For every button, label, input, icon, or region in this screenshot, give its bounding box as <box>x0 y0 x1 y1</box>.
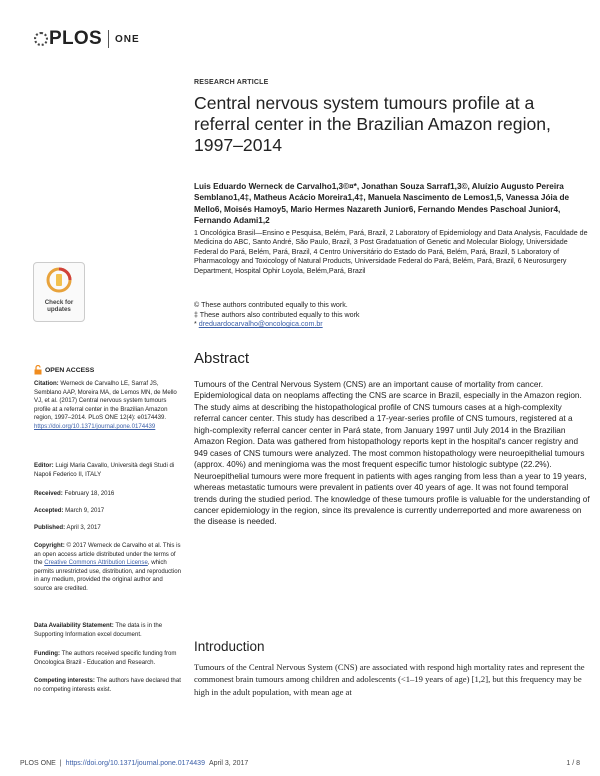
article-type: RESEARCH ARTICLE <box>194 79 269 86</box>
citation-text: Werneck de Carvalho LE, Sarraf JS, Semblano AAP, Moreira MA, de Lemos MN, de Mello VJ, et al. (2017) Central nervous system tumours profile at a referral center in the Brazilian Amazon region, 1997–2014. PLoS ONE 12(4): e0174439. <box>34 380 177 422</box>
accepted-label: Accepted: <box>34 507 64 514</box>
check-for-updates-badge[interactable] <box>33 262 85 322</box>
logo-journal: ONE <box>114 33 140 45</box>
article-title: Central nervous system tumours profile at a referral center in the Brazilian Amazon region, 1997–2014 <box>194 93 551 155</box>
plos-logo-mark <box>34 28 102 50</box>
accepted-date: March 9, 2017 <box>65 507 105 514</box>
editor-label: Editor: <box>34 462 54 469</box>
published-date: April 3, 2017 <box>66 524 101 531</box>
citation-label: Citation: <box>34 380 59 387</box>
affiliations: 1 Oncológica Brasil—Ensino e Pesquisa, Belém, Pará, Brazil, 2 Laboratory of Epidemiology and Data Analysis, Faculdade de Medicina do ABC, Santo André, São Paulo, Brazil, 3 Post Gradatuation of Genetic and Molecular Biology, Universidade Federal do Pará, Belém, Pará, Brazil, 4 Centro Universitário do Estado do Pará, Belém, Pará, Brazil, 5 Laboratory of Pharmacology and Toxicology of Natural Products, Universidade Federal do Pará, Belém, Pará, Brazil, 6 Neurosurgery Department, Hospital Ophir Loyola, Belém,Pará, Brazil <box>194 229 588 275</box>
funding-label: Funding: <box>34 650 61 657</box>
footer-date: April 3, 2017 <box>208 760 249 767</box>
open-lock-icon <box>34 365 42 375</box>
received-label: Received: <box>34 490 63 497</box>
published-label: Published: <box>34 524 66 531</box>
open-access-text: OPEN ACCESS <box>45 366 95 374</box>
published-line <box>34 524 182 533</box>
author-list: Luis Eduardo Werneck de Carvalho1,3©¤*, Jonathan Souza Sarraf1,3©, Aluízio Augusto Pereira Semblano1,4‡, Matheus Acácio Moreira1,4‡, Manuela Nascimento de Lemos1,5, Vanessa Jóia de Mello6, Moisés Hamoy5, Mario Hermes Nazareth Junior6, Fernando Mendes Paschoal Junior4, Fernando Adami1,2 <box>194 182 570 225</box>
copyright-label: Copyright: <box>34 542 65 549</box>
abstract-heading: Abstract <box>194 350 250 367</box>
copyright-text-start: © 2017 Werneck de Carvalho et al. This is an open access article distributed under the terms of the <box>34 542 181 567</box>
check-for-updates-icon <box>46 267 72 293</box>
data-availability-label: Data Availability Statement: <box>34 622 114 629</box>
also-equal-contribution-note: ‡ These authors also contributed equally to this work <box>194 310 360 319</box>
citation-doi-link[interactable]: https://doi.org/10.1371/journal.pone.0174439 <box>34 422 156 430</box>
footer-doi-link[interactable]: https://doi.org/10.1371/journal.pone.0174439 <box>65 760 205 767</box>
footer-separator: | <box>59 760 62 767</box>
creative-commons-link[interactable]: Creative Commons Attribution License <box>44 559 148 567</box>
copyright-text-end: , which permits unrestricted use, distribution, and reproduction in any medium, provided the original author and source are credited. <box>34 559 182 592</box>
funding-text: The authors received specific funding from Oncologica Brazil - Education and Research. <box>34 650 177 666</box>
introduction-text: Tumours of the Central Nervous System (CNS) are associated with respond high mortality rates and represent the commonest brain tumours among children and adolescents (<1–19 years of age) [1,2], but this frequency may be high in the adult population, with mean age at <box>194 662 585 697</box>
author-notes <box>194 301 589 330</box>
logo-divider <box>108 30 109 48</box>
copyright-block <box>34 542 182 594</box>
footer-journal: PLOS ONE <box>20 760 56 767</box>
page-footer <box>20 760 580 767</box>
open-access-label <box>34 365 94 375</box>
competing-interests-label: Competing interests: <box>34 677 95 684</box>
funding-block <box>34 650 182 667</box>
received-line <box>34 490 182 499</box>
footer-page-number: 1 / 8 <box>566 760 580 767</box>
accepted-line <box>34 507 182 516</box>
citation-block <box>34 380 182 432</box>
competing-interests-text: The authors have declared that no competing interests exist. <box>34 677 181 693</box>
data-availability-text: The data is in the Supporting Information excel document. <box>34 622 163 638</box>
abstract-text: Tumours of the Central Nervous System (CNS) are an important cause of mortality from cancer. Epidemiological data on neoplams affecting the CNS are scarce in Brazil, especially in the Amazon region. The study aims at describing the histopathological profile of CNS tumours cases at a high-complexity referral cancer center. This study has described a 17-year-series profile of CNS tumours, registered at a high-complexity referral cancer center in Pará state, from January 1997 until July 2014 in the Brazilian Amazon Region. Data was gathered from histopathology reports kept in the hospital's cancer registry and 949 cases of CNS tumours were analyzed. The most common histopathology were neuroepithelial tumours (approx. 40%) and meningioma was the most frequent especific tumor histologic subtype (22.2%). Neuroepithelial tumours were more frequent in patients with ages ranging from less than a year to 19 years, whereas metastatic tumours were prevalent in patients over 40 years of age. It was not found temporal trends during the studied period. The knowledge of these tumours profile is valuable for the understanding of cancer epidemiology in the region, since its prevalence is currently underreported and more awareness on the disease is needed. <box>194 380 590 527</box>
equal-contribution-note: © These authors contributed equally to this work. <box>194 301 348 309</box>
data-availability-block <box>34 622 182 639</box>
plos-one-logo[interactable] <box>34 28 140 50</box>
corresponding-email-line <box>194 320 589 330</box>
check-for-updates-line2: updates <box>47 306 71 313</box>
received-date: February 18, 2016 <box>64 490 115 497</box>
editor-block <box>34 462 182 479</box>
editor-text: Luigi Maria Cavallo, Università degli Studi di Napoli Federico II, ITALY <box>34 462 175 478</box>
introduction-heading: Introduction <box>194 639 265 654</box>
logo-brand: PLOS <box>49 28 102 49</box>
plos-ring-icon <box>34 32 48 46</box>
corresponding-marker: * <box>194 320 199 329</box>
corresponding-email-link[interactable]: dreduardocarvalho@oncologica.com.br <box>198 320 323 329</box>
competing-interests-block <box>34 677 182 694</box>
check-for-updates-line1: Check for <box>44 299 74 306</box>
